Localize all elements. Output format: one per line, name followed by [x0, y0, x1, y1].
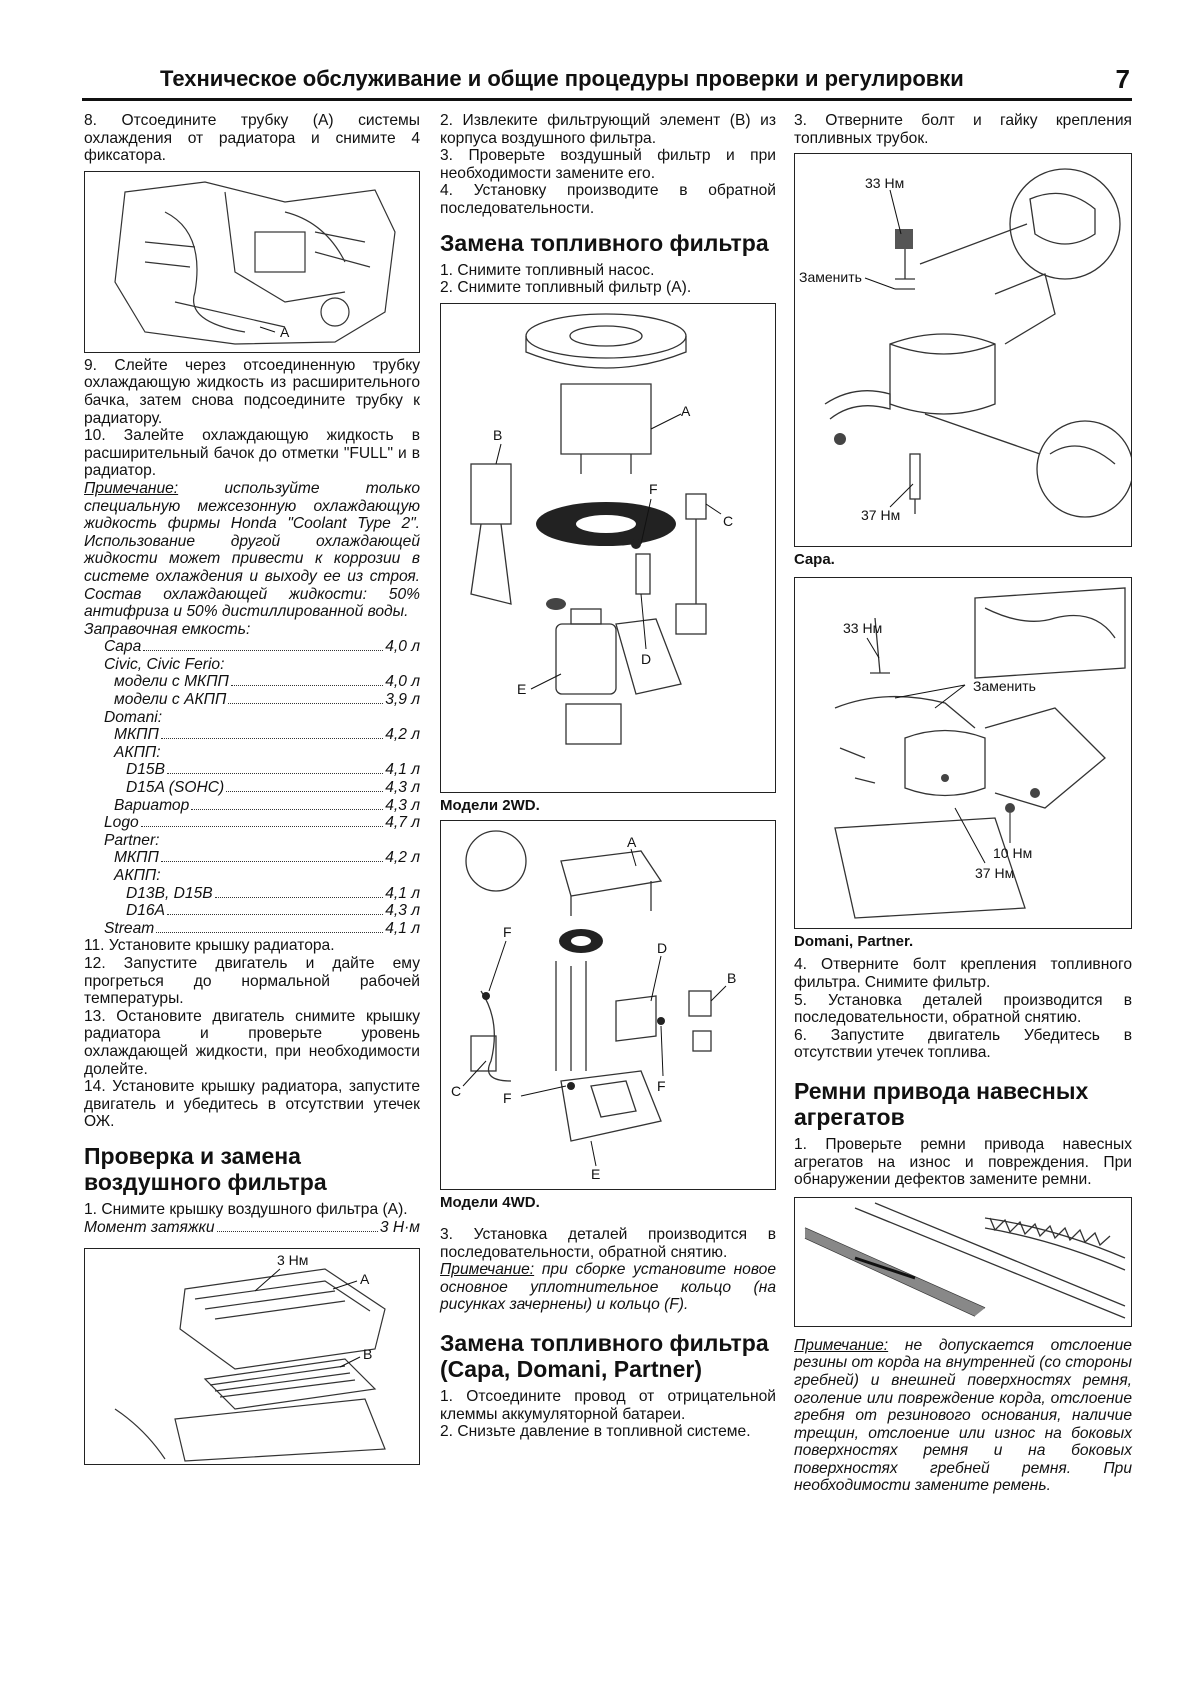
fig3-label-d: D — [641, 650, 652, 667]
capacity-row — [84, 867, 420, 885]
capacity-value: 4,1 л — [385, 919, 420, 937]
fuel-filter-capa-figure — [794, 153, 1132, 547]
air-step-4: 4. Установку производите в обратной последовательности. — [440, 182, 776, 217]
cdp-step-2: 2. Снизьте давление в топливной системе. — [440, 1423, 751, 1441]
heading-air-filter: Проверка и замена воздушного фильтра — [84, 1142, 327, 1195]
fig6-torque-33: 33 Нм — [843, 619, 883, 636]
capacity-row — [84, 744, 420, 762]
capacity-row — [84, 885, 420, 903]
capacity-label: Partner: — [104, 831, 160, 849]
cdp-step-6: 6. Запустите двигатель Убедитесь в отсутствии утечек топлива. — [794, 1026, 1132, 1062]
cdp-step-5: 5. Установка деталей производится в последовательности, обратной снятию. — [794, 991, 1132, 1027]
capacity-value: 4,3 л — [385, 902, 420, 920]
capacity-value: 4,1 л — [385, 884, 420, 902]
capacity-value: 3,9 л — [385, 691, 420, 709]
fuel-step-1: 1. Снимите топливный насос. — [440, 261, 655, 279]
step-8: 8. Отсоедините трубку (А) системы охлаждения от радиатора и снимите 4 фиксатора. — [84, 112, 420, 165]
air-step-3: 3. Проверьте воздушный фильтр и при необходимости замените его. — [440, 147, 776, 182]
caption-2wd: Модели 2WD. — [440, 796, 540, 814]
fig5-torque-33: 33 Нм — [865, 175, 905, 192]
capacity-row — [84, 673, 420, 691]
fig2-torque: 3 Нм — [277, 1252, 309, 1269]
belt-drawing — [795, 1198, 1131, 1326]
cdp-step-4: 4. Отверните болт крепления топливного фильтра. Снимите фильтр. — [794, 956, 1132, 991]
fuel-step-2: 2. Снимите топливный фильтр (А). — [440, 279, 692, 297]
heading-fuel-filter-cdp: Замена топливного фильтра (Capa, Domani, Partner) — [440, 1329, 769, 1382]
belt-figure — [794, 1197, 1132, 1327]
capacity-value: 4,7 л — [385, 814, 420, 832]
capacity-row — [84, 779, 420, 797]
fuel-pump-2wd-drawing — [441, 304, 775, 792]
capacity-label: модели с АКПП — [114, 691, 227, 709]
fuel-pump-2wd-figure — [440, 303, 776, 793]
radiator-hose-figure — [84, 171, 420, 353]
fig6-torque-10: 10 Нм — [993, 844, 1033, 861]
fuel-filter-domani-drawing — [795, 578, 1131, 928]
air-step-1: 1. Снимите крышку воздушного фильтра (А). — [84, 1200, 408, 1218]
column-1 — [84, 112, 420, 1469]
belt-note — [794, 1337, 1132, 1495]
column-2 — [440, 112, 776, 1441]
fig4-label-c: C — [451, 1083, 462, 1100]
capacity-list — [84, 638, 420, 937]
page-header — [82, 64, 1132, 101]
capacity-label: МКПП — [114, 726, 159, 744]
capacity-label: Civic, Civic Ferio: — [104, 655, 225, 673]
fig4-label-a: A — [627, 834, 637, 851]
capacity-value: 4,2 л — [385, 726, 420, 744]
note2-label: Примечание: — [440, 1261, 535, 1279]
capacity-label: АКПП: — [114, 743, 161, 761]
fig4-label-e: E — [591, 1166, 601, 1183]
fig5-torque-37: 37 Нм — [861, 507, 901, 524]
fig1-label-a: A — [280, 323, 290, 340]
note-label: Примечание: — [84, 479, 179, 497]
caption-4wd: Модели 4WD. — [440, 1194, 540, 1212]
capacity-value: 4,0 л — [385, 673, 420, 691]
capacity-value: 4,0 л — [385, 638, 420, 656]
step-9: 9. Слейте через отсоединенную трубку охлаждающую жидкость из расширительного бачка, затем снова подсоедините трубку к радиатору. — [84, 356, 420, 427]
capacity-row — [84, 849, 420, 867]
capacity-row — [84, 726, 420, 744]
fuel-filter-capa-drawing — [795, 154, 1131, 546]
step-14: 14. Установите крышку радиатора, запустите двигатель и убедитесь в отсутствии утечек ОЖ. — [84, 1078, 420, 1131]
fig2-label-b: B — [363, 1346, 373, 1363]
capacity-label: D13B, D15B — [126, 884, 213, 902]
fig3-label-a: A — [681, 402, 691, 419]
fuel-pump-4wd-drawing — [441, 821, 775, 1189]
step-10: 10. Залейте охлаждающую жидкость в расширительный бачок до отметки "FULL" и в радиатор. — [84, 427, 420, 480]
caption-domani: Domani, Partner. — [794, 932, 914, 950]
fig4-label-d: D — [657, 940, 668, 957]
capacity-row — [84, 709, 420, 727]
capacity-row — [84, 832, 420, 850]
fuel-step-3: 3. Установка деталей производится в последовательности, обратной снятию. — [440, 1225, 776, 1261]
capacity-label: D15A (SOHC) — [126, 779, 225, 797]
torque-value: 3 Н·м — [379, 1218, 420, 1236]
fig4-label-b: B — [727, 970, 737, 987]
torque-spec — [84, 1219, 420, 1237]
capacity-row — [84, 691, 420, 709]
seal-note — [440, 1261, 776, 1314]
capacity-label: модели с МКПП — [114, 673, 229, 691]
torque-label: Момент затяжки — [84, 1218, 215, 1236]
capacity-value: 4,1 л — [385, 761, 420, 779]
fig4-label-f2: F — [503, 1090, 512, 1107]
air-step-2: 2. Извлеките фильтрующий элемент (В) из корпуса воздушного фильтра. — [440, 112, 776, 147]
fig3-label-f: F — [649, 480, 658, 497]
heading-belts: Ремни привода навесных агрегатов — [794, 1077, 1089, 1130]
fuel-pump-4wd-figure — [440, 820, 776, 1190]
capacity-row — [84, 814, 420, 832]
fig3-label-c: C — [723, 512, 734, 529]
capacity-label: Вариатор — [114, 796, 190, 814]
capacity-label: D16A — [126, 902, 166, 920]
coolant-note — [84, 480, 420, 621]
fig6-replace: Заменить — [973, 677, 1036, 694]
fig4-label-f1: F — [503, 924, 512, 941]
air-filter-figure — [84, 1248, 420, 1465]
capacity-value: 4,3 л — [385, 779, 420, 797]
column-3 — [794, 112, 1132, 1495]
capacity-row — [84, 920, 420, 938]
heading-fuel-filter: Замена топливного фильтра — [440, 229, 769, 256]
capacity-label: Logo — [104, 814, 139, 832]
capacity-label: D15B — [126, 761, 166, 779]
cdp-step-1: 1. Отсоедините провод от отрицательной клеммы аккумуляторной батареи. — [440, 1387, 776, 1423]
capacity-title: Заправочная емкость: — [84, 620, 251, 638]
radiator-hose-drawing — [85, 172, 419, 352]
step-13: 13. Остановите двигатель снимите крышку радиатора и проверьте уровень охлаждающей жидкости, при необходимости долейте. — [84, 1007, 420, 1078]
capacity-label: Stream — [104, 919, 155, 937]
fig3-labels — [493, 403, 733, 697]
page-number: 7 — [1115, 64, 1130, 94]
capacity-label: МКПП — [114, 849, 159, 867]
page-title: Техническое обслуживание и общие процедуры проверки и регулировки — [160, 66, 964, 91]
fuel-filter-domani-figure — [794, 577, 1132, 929]
capacity-label: Domani: — [104, 708, 163, 726]
capacity-row — [84, 761, 420, 779]
capacity-value: 4,3 л — [385, 796, 420, 814]
fig3-label-e: E — [517, 680, 527, 697]
note2-text: при сборке установите новое основное уплотнительное кольцо (на рисунках зачернены) и кольцо (F). — [440, 1261, 776, 1314]
step-11: 11. Установите крышку радиатора. — [84, 937, 335, 955]
capacity-row — [84, 638, 420, 656]
capacity-row — [84, 656, 420, 674]
fig4-label-f3: F — [657, 1078, 666, 1095]
fig3-label-b: B — [493, 426, 503, 443]
fig2-label-a: A — [360, 1271, 370, 1288]
fig5-replace: Заменить — [799, 269, 862, 286]
belt-step-1: 1. Проверьте ремни привода навесных агрегатов на износ и повреждения. При обнаружении дефектов замените ремни. — [794, 1135, 1132, 1189]
note3-text: не допускается отслоение резины от корда на внутренней (со стороны гребней) и внешней поверхностях ремня, оголение или повреждение корда, отслоение гребня от резинового основания, наличие трещин, отслоение или износ на боковых поверхностях ремня и на боковых поверхностях гребней ремня. При необходимости замените ремень. — [794, 1336, 1132, 1495]
capacity-label: Capa — [104, 638, 142, 656]
capacity-row — [84, 797, 420, 815]
caption-capa: Capa. — [794, 551, 835, 569]
capacity-value: 4,2 л — [385, 849, 420, 867]
cdp-step-3: 3. Отверните болт и гайку крепления топливных трубок. — [794, 112, 1132, 147]
capacity-label: АКПП: — [114, 867, 161, 884]
step-12: 12. Запустите двигатель и дайте ему прогреться до нормальной рабочей температуры. — [84, 954, 420, 1008]
capacity-row — [84, 902, 420, 920]
air-filter-drawing — [85, 1249, 419, 1464]
note3-label: Примечание: — [794, 1336, 889, 1354]
fig6-torque-37: 37 Нм — [975, 864, 1015, 881]
note-text: используйте только специальную межсезонную охлаждающую жидкость фирмы Honda "Coolant Type 2". Использование другой охлаждающей жидкости может привести к коррозии в системе охлаждения и выходу ее из строя. Состав охлаждающей жидкости: 50% антифриза и 50% дистиллированной воды. — [84, 479, 420, 621]
